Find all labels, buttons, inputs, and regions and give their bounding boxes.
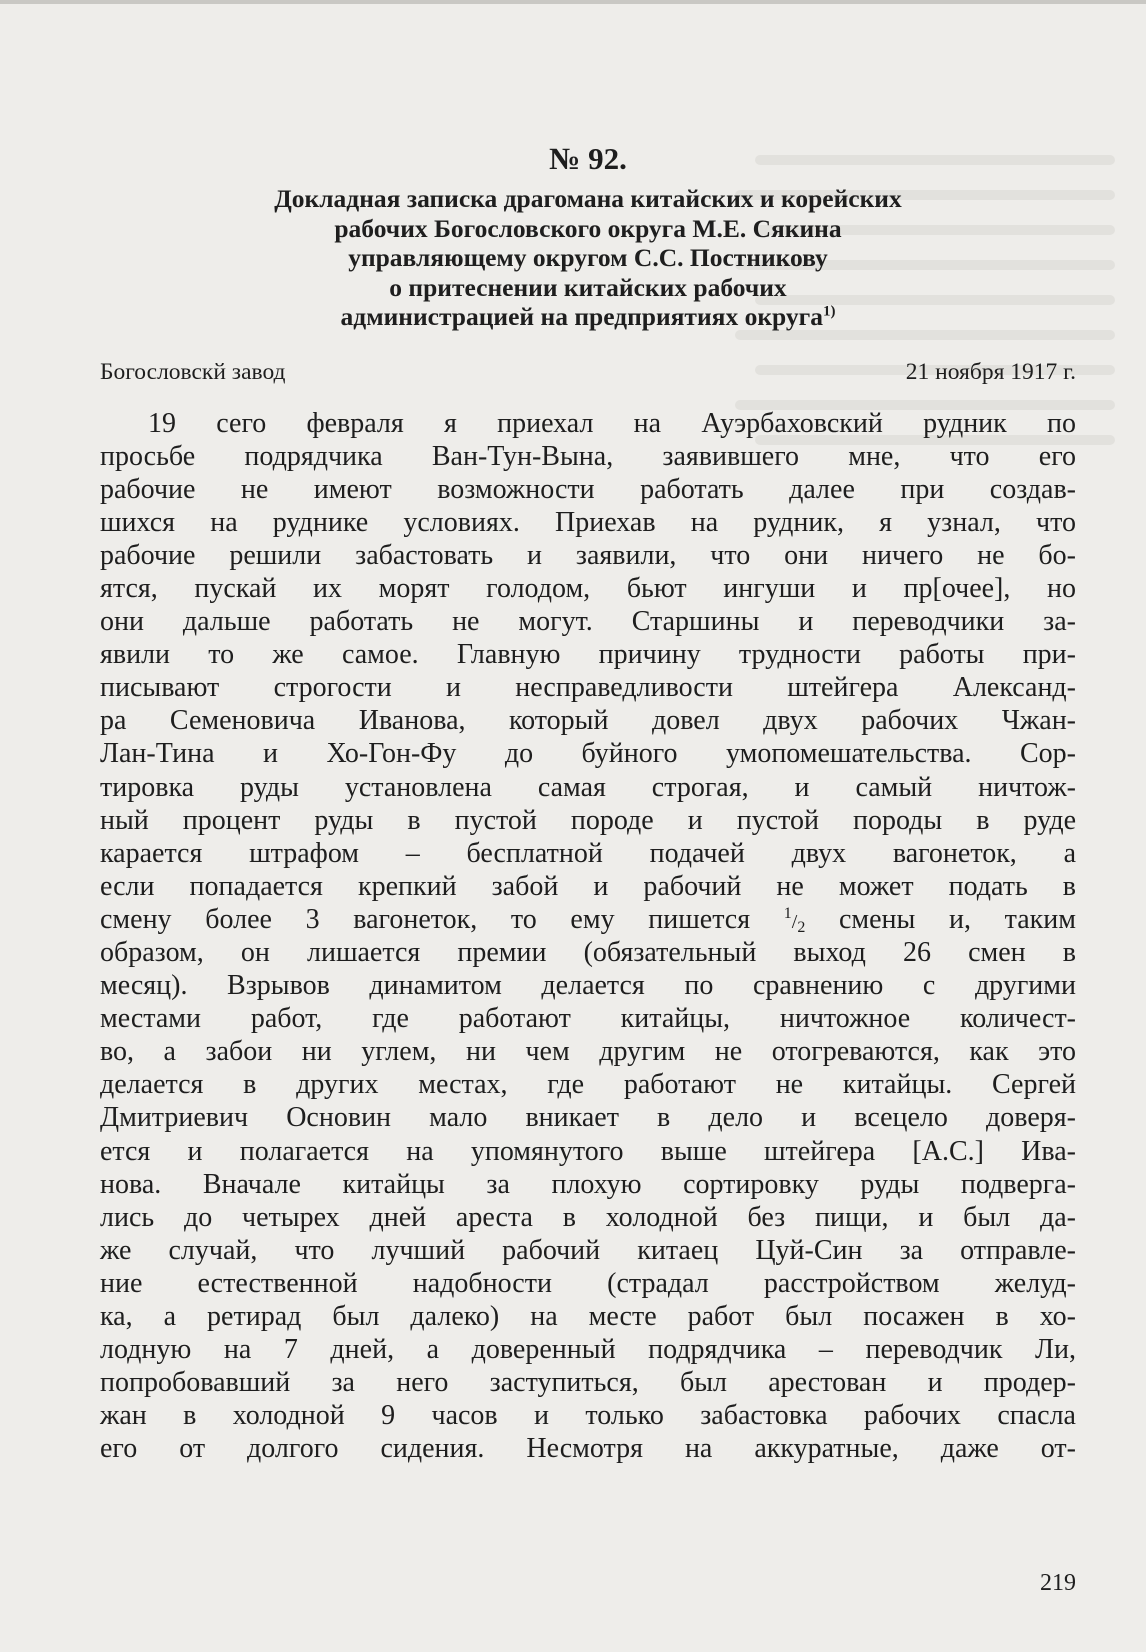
fraction-slash: /	[791, 910, 798, 933]
body-line: во, а забои ни углем, ни чем другим не отогреваются, как это	[100, 1036, 1076, 1068]
body-line: они дальше работать не могут. Старшины и переводчики за-	[100, 606, 1076, 638]
place-of-writing: Богословскй завод	[100, 358, 286, 385]
document-title	[100, 184, 1076, 332]
body-line: карается штрафом – бесплатной подачей двух вагонеток, а	[100, 837, 1076, 869]
title-line: администрацией на предприятиях округа	[340, 302, 823, 331]
body-line: просьбе подрядчика Ван-Тун-Вына, заявившего мне, что его	[100, 440, 1076, 472]
body-line: шихся на руднике условиях. Приехав на рудник, я узнал, что	[100, 506, 1076, 538]
title-line: управляющему округом С.С. Постникову	[348, 243, 828, 272]
body-line: образом, он лишается премии (обязательный выход 26 смен в	[100, 937, 1076, 968]
fraction-numerator: 1	[783, 904, 792, 922]
body-line: писывают строгости и несправедливости штейгера Александ-	[100, 672, 1076, 704]
body-line-with-fraction	[100, 903, 1076, 936]
body-line: нова. Вначале китайцы за плохую сортировку руды подверга-	[100, 1168, 1076, 1200]
body-line: попробовавший за него заступиться, был арестован и продер-	[100, 1367, 1076, 1399]
body-text-segment: смены и, таким	[805, 903, 1076, 935]
body-line: Лан-Тина и Хо-Гон-Фу до буйного умопомешательства. Сор-	[100, 738, 1076, 770]
page-number: 219	[1040, 1570, 1076, 1596]
body-line: лодную на 7 дней, а доверенный подрядчика – переводчик Ли,	[100, 1334, 1076, 1366]
body-text-segment: смену более 3 вагонеток, то ему пишется	[100, 903, 784, 935]
footnote-reference: 1)	[822, 303, 836, 320]
body-line: лись до четырех дней ареста в холодной без пищи, и был да-	[100, 1201, 1076, 1233]
body-line: ный процент руды в пустой породе и пустой породы в руде	[100, 804, 1076, 836]
body-line: Дмитриевич Основин мало вникает в дело и всецело доверя-	[100, 1102, 1076, 1134]
body-line: рабочие решили забастовать и заявили, что они ничего не бо-	[100, 539, 1076, 571]
body-line: же случай, что лучший рабочий китаец Цуй-Син за отправле-	[100, 1234, 1076, 1266]
body-line: рабочие не имеют возможности работать далее при создав-	[100, 473, 1076, 505]
dateline	[100, 357, 1076, 387]
body-line: тировка руды установлена самая строгая, и самый ничтож-	[100, 771, 1076, 803]
document-page	[100, 140, 1076, 1466]
title-line: Докладная записка драгомана китайских и корейских	[274, 184, 902, 213]
body-text	[100, 407, 1076, 1466]
body-line: явили то же самое. Главную причину трудности работы при-	[100, 639, 1076, 671]
title-line: о притеснении китайских рабочих	[389, 272, 787, 302]
title-line-last	[100, 302, 1076, 332]
body-line: местами работ, где работают китайцы, ничтожное количест-	[100, 1003, 1076, 1035]
title-line: рабочих Богословского округа М.Е. Сякина	[334, 213, 842, 243]
body-line: его от долгого сидения. Несмотря на аккуратные, даже от-	[100, 1433, 1076, 1465]
body-line: ка, а ретирад был далеко) на месте работ был посажен в хо-	[100, 1301, 1076, 1333]
body-line: делается в других местах, где работают не китайцы. Сергей	[100, 1069, 1076, 1101]
fraction-denominator: 2	[797, 918, 806, 936]
body-line: месяц). Взрывов динамитом делается по сравнению с другими	[100, 970, 1076, 1002]
document-number: № 92.	[549, 141, 627, 176]
body-line: ние естественной надобности (страдал расстройством желуд-	[100, 1267, 1076, 1299]
body-line: ятся, пускай их морят голодом, бьют ингуши и пр[очее], но	[100, 572, 1076, 604]
document-date: 21 ноября 1917 г.	[905, 358, 1076, 385]
body-line: ра Семеновича Иванова, который довел двух рабочих Чжан-	[100, 705, 1076, 737]
body-line: жан в холодной 9 часов и только забастовка рабочих спасла	[100, 1400, 1076, 1432]
body-line: ется и полагается на упомянутого выше штейгера [А.С.] Ива-	[100, 1135, 1076, 1167]
body-line: если попадается крепкий забой и рабочий не может подать в	[100, 870, 1076, 902]
body-line: 19 сего февраля я приехал на Ауэрбаховский рудник по	[148, 407, 1076, 439]
